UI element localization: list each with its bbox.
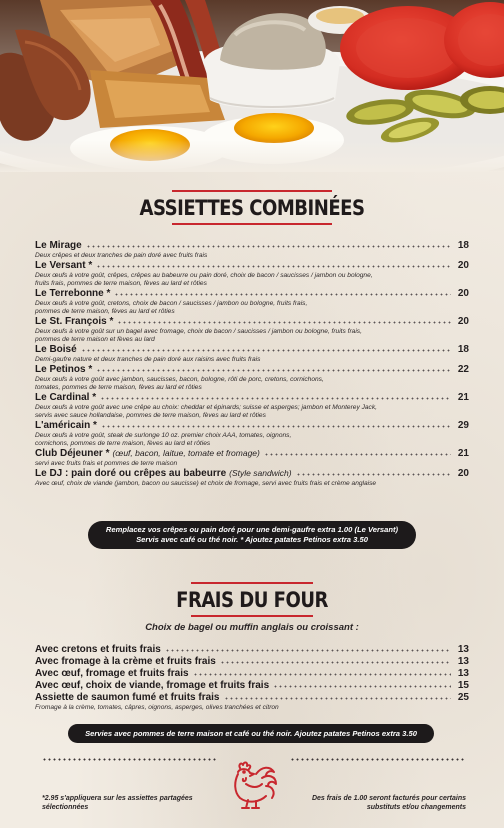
heading-bottom-rule <box>191 615 313 617</box>
menu-item-oeuf-viande <box>35 680 469 692</box>
item-description: Deux œufs à votre goût avec une crêpe au choix: cheddar et épinards; suisse et asperges; jambon et Monterey Jack, servis avec sauce hollandaise, pommes de terre maison, fèves au lard et rôties <box>35 404 377 419</box>
menu-item-club-dejeuner <box>35 448 469 468</box>
menu-item-le-st-francois <box>35 316 469 344</box>
banner-line: Servies avec pommes de terre maison et café ou thé noir. Ajoutez patates Petinos extra 3.50 <box>85 728 417 738</box>
dot-leader <box>193 668 451 676</box>
dot-leader <box>96 260 451 268</box>
menu-item-oeuf-fromage <box>35 668 469 680</box>
item-description: Deux œufs à votre goût, steak de surlonge 10 oz. premier choix AAA, tomates, oignons, cornichons, pommes de terre maison, fèves au lard et rôties <box>35 432 292 447</box>
frais-info-banner <box>68 724 434 743</box>
item-price: 18 <box>457 344 469 355</box>
dot-leader <box>224 692 452 700</box>
item-description: Deux œufs à votre goût, crêpes, crêpes au babeurre ou pain doré, choix de bacon / saucisses / jambon ou bologne, fruits frais, pommes de terre maison, fèves au lard et rôties <box>35 272 373 287</box>
dot-leader <box>264 448 451 456</box>
item-name: Club Déjeuner * <box>35 448 110 459</box>
item-name: Avec œuf, fromage et fruits frais <box>35 668 189 679</box>
frais-list <box>35 644 469 712</box>
assiettes-info-banner <box>88 521 416 549</box>
section-frais-heading <box>0 582 504 617</box>
item-price: 20 <box>457 260 469 271</box>
menu-item-le-mirage <box>35 240 469 260</box>
item-note: (œuf, bacon, laitue, tomate et fromage) <box>112 448 260 458</box>
menu-item-cretons <box>35 644 469 656</box>
item-price: 13 <box>457 644 469 655</box>
banner-line: Remplacez vos crêpes ou pain doré pour une demi-gaufre extra 1.00 (Le Versant) <box>105 525 399 534</box>
dot-leader <box>101 420 451 428</box>
menu-item-l-americain <box>35 420 469 448</box>
item-name: Le Mirage <box>35 240 82 251</box>
footer-left-note: *2.95 s'appliquera sur les assiettes partagées sélectionnées <box>42 795 193 811</box>
dot-leader <box>117 316 451 324</box>
item-price: 21 <box>457 448 469 459</box>
item-name: Avec fromage à la crème et fruits frais <box>35 656 216 667</box>
section-assiettes-heading <box>0 190 504 225</box>
item-price: 20 <box>457 316 469 327</box>
assiettes-list <box>35 240 469 488</box>
item-description: Deux œufs à votre goût avec jambon, saucisses, bacon, bologne, rôti de porc, cretons, cornichons, tomates, pommes de terre maison, fèves au lard et rôties <box>35 376 324 391</box>
dot-leader <box>165 644 451 652</box>
item-price: 13 <box>457 668 469 679</box>
item-description: Avec œuf, choix de viande (jambon, bacon ou saucisse) et choix de fromage, servi avec fruits frais et crème anglaise <box>35 480 377 487</box>
item-name: Avec œuf, choix de viande, fromage et fruits frais <box>35 680 270 691</box>
item-name: Le Versant * <box>35 260 93 271</box>
menu-item-le-dj <box>35 468 469 488</box>
heading-top-rule <box>172 190 332 192</box>
footer-right-note: Des frais de 1.00 seront facturés pour certains substituts et/ou changements <box>311 795 466 811</box>
rooster-logo <box>226 760 280 810</box>
item-name: Avec cretons et fruits frais <box>35 644 161 655</box>
section-title: FRAIS DU FOUR <box>176 588 328 612</box>
item-description: Deux crêpes et deux tranches de pain doré avec fruits frais <box>35 252 208 259</box>
item-price: 21 <box>457 392 469 403</box>
dot-leader <box>296 468 451 476</box>
item-note: (Style sandwich) <box>229 468 292 478</box>
dot-leader <box>220 656 451 664</box>
menu-item-fromage-creme <box>35 656 469 668</box>
item-name: Le Petinos * <box>35 364 93 375</box>
banner-line: Servis avec café ou thé noir. * Ajoutez patates Petinos extra 3.50 <box>136 535 368 544</box>
item-name: Le Cardinal * <box>35 392 97 403</box>
menu-item-le-terrebonne <box>35 288 469 316</box>
breakfast-plate-photo <box>0 0 504 172</box>
item-name: Le St. François * <box>35 316 114 327</box>
item-name: Assiette de saumon fumé et fruits frais <box>35 692 220 703</box>
item-description: Deux œufs à votre goût sur un bagel avec fromage, choix de bacon / saucisses / jambon ou bologne, fruits frais, pommes de terre maison et fèves au lard <box>35 328 362 343</box>
item-price: 13 <box>457 656 469 667</box>
item-price: 20 <box>457 468 469 479</box>
item-name: Le Boisé <box>35 344 77 355</box>
dot-leader <box>100 392 451 400</box>
menu-item-le-boise <box>35 344 469 364</box>
item-description: Demi-gaufre nature et deux tranches de pain doré aux raisins avec fruits frais <box>35 356 261 363</box>
menu-item-le-versant <box>35 260 469 288</box>
section-subtitle: Choix de bagel ou muffin anglais ou croissant : <box>145 622 359 633</box>
dot-leader <box>86 240 451 248</box>
heading-top-rule <box>191 582 313 584</box>
item-price: 18 <box>457 240 469 251</box>
item-price: 25 <box>457 692 469 703</box>
heading-bottom-rule <box>172 223 332 225</box>
menu-item-le-cardinal <box>35 392 469 420</box>
menu-item-le-petinos <box>35 364 469 392</box>
item-price: 22 <box>457 364 469 375</box>
dot-leader <box>273 680 451 688</box>
item-description: servi avec fruits frais et pommes de terre maison <box>35 460 178 467</box>
item-name: Le Terrebonne * <box>35 288 111 299</box>
menu-item-saumon-fume <box>35 692 469 712</box>
item-price: 20 <box>457 288 469 299</box>
item-name: L'américain * <box>35 420 97 431</box>
item-name: Le DJ : pain doré ou crêpes au babeurre <box>35 468 227 479</box>
footer-right-dots <box>290 758 466 761</box>
section-title: ASSIETTES COMBINÉES <box>139 196 365 220</box>
dot-leader <box>96 364 451 372</box>
dot-leader <box>114 288 451 296</box>
footer-left-dots <box>42 758 218 761</box>
item-price: 29 <box>457 420 469 431</box>
item-price: 15 <box>457 680 469 691</box>
item-description: Fromage à la crème, tomates, câpres, oignons, asperges, olives tranchées et citron <box>35 704 279 711</box>
dot-leader <box>81 344 451 352</box>
item-description: Deux œufs à votre goût, cretons, choix de bacon / saucisses / jambon ou bologne, fruits frais, pommes de terre maison, fèves au lard et rôties <box>35 300 308 315</box>
